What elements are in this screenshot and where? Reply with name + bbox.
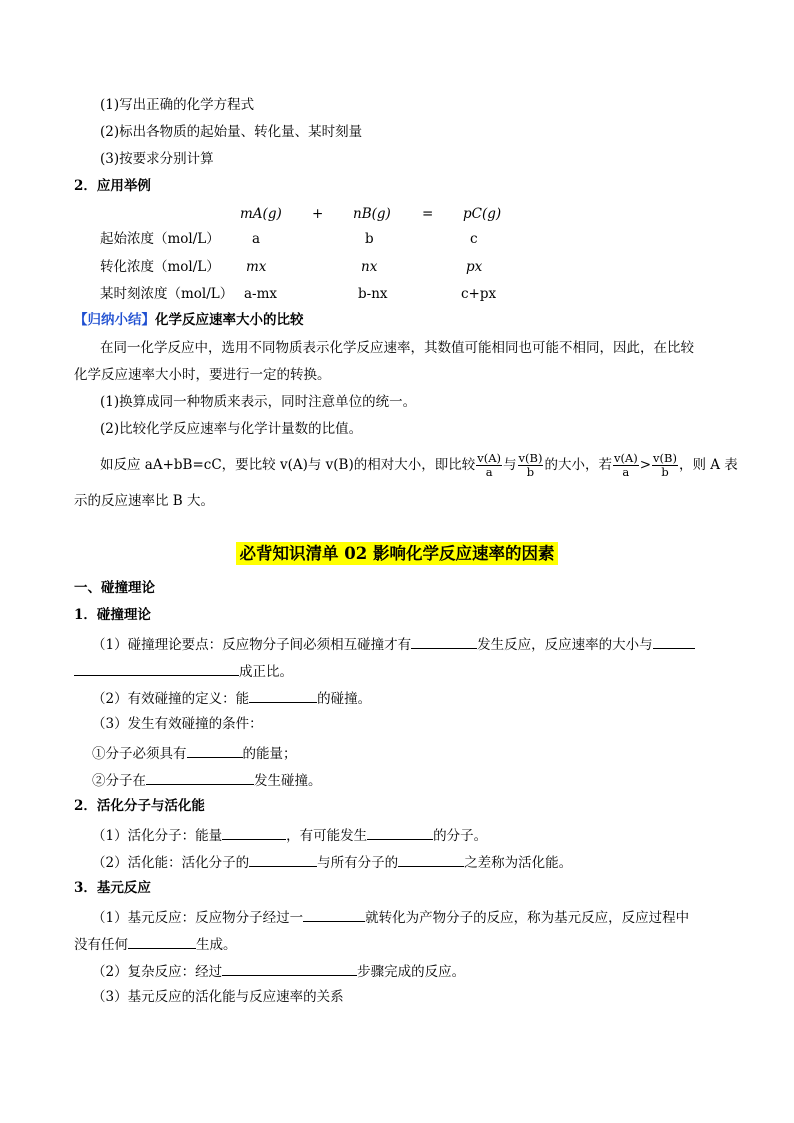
elementary-point-2	[92, 961, 465, 981]
fraction-vb-b	[518, 452, 544, 479]
blank-2b	[74, 661, 239, 676]
collision-point-1-text-b: 发生反应，反应速率的大小与	[477, 637, 653, 653]
row-change-a: mx	[246, 259, 267, 275]
collision-point-1-cont	[74, 661, 293, 681]
row-initial-c: c	[470, 231, 478, 247]
collision-point-1-text-c: 成正比。	[239, 664, 293, 680]
elementary-point-2-text-b: 步骤完成的反应。	[357, 964, 466, 980]
row-initial-a: a	[252, 231, 261, 247]
activation-point-1	[92, 825, 487, 845]
fraction-va-num: v(A)	[477, 451, 502, 465]
blank-10	[303, 907, 365, 922]
activation-point-1-text-b: ，有可能发生	[286, 828, 368, 844]
fraction-vb-num: v(B)	[518, 451, 543, 465]
fraction-va-den: a	[485, 465, 493, 479]
collision-point-2-text-a: （2）有效碰撞的定义：能	[92, 691, 250, 707]
step-2: (2)标出各物质的起始量、转化量、某时刻量	[100, 124, 363, 140]
eq-equals: =	[422, 206, 434, 222]
condition-1	[92, 743, 297, 763]
elementary-point-1-text-d: 生成。	[196, 937, 237, 953]
collision-point-2-text-b: 的碰撞。	[317, 691, 372, 707]
blank-12	[222, 961, 357, 976]
row-label-change: 转化浓度（mol/L）	[100, 259, 220, 275]
fraction-vb-b-2	[652, 452, 678, 479]
summary-example-gt: >	[639, 457, 652, 473]
summary-p1-line2: 化学反应速率大小时，要进行一定的转换。	[74, 367, 331, 383]
row-moment-b: b-nx	[358, 286, 388, 302]
fraction-vb-num-2: v(B)	[653, 451, 677, 465]
activation-point-1-text-c: 的分子。	[433, 828, 488, 844]
summary-example	[100, 447, 738, 483]
fraction-va-a	[476, 452, 502, 479]
step-1: (1)写出正确的化学方程式	[100, 97, 255, 113]
summary-heading	[74, 311, 304, 329]
condition-1-text-b: 的能量；	[242, 746, 297, 762]
elementary-point-1-text-b: 就转化为产物分子的反应，称为基元反应，反应过程中	[365, 910, 690, 926]
summary-example-pre: 如反应 aA+bB=cC，要比较 v(A)与 v(B)的相对大小，即比较	[100, 457, 476, 473]
blank-8	[249, 852, 317, 867]
collision-point-1-text-a: （1）碰撞理论要点：反应物分子间必须相互碰撞才有	[92, 637, 412, 653]
summary-p1-line1: 在同一化学反应中，选用不同物质表示化学反应速率，其数值可能相同也可能不相同，因此，在比较	[100, 340, 694, 356]
row-label-initial: 起始浓度（mol/L）	[100, 231, 220, 247]
collision-point-3: （3）发生有效碰撞的条件：	[92, 716, 263, 732]
summary-item-2: (2)比较化学反应速率与化学计量数的比值。	[100, 421, 363, 437]
blank-4	[187, 743, 243, 758]
summary-title: 化学反应速率大小的比较	[155, 312, 304, 328]
blank-6	[222, 825, 286, 840]
heading-collision-theory: 一、碰撞理论	[74, 580, 155, 596]
section-title-wrap	[0, 543, 794, 565]
summary-example-yu: 与	[503, 457, 517, 473]
summary-tag: 【归纳小结】	[74, 312, 155, 328]
blank-7	[367, 825, 433, 840]
eq-pC: pC(g)	[463, 206, 502, 222]
fraction-vb-den: b	[526, 465, 535, 479]
row-initial-b: b	[365, 231, 374, 247]
elementary-point-3: （3）基元反应的活化能与反应速率的关系	[92, 989, 344, 1005]
fraction-va-a-2	[613, 452, 639, 479]
condition-1-text-a: ①分子必须具有	[92, 746, 187, 762]
collision-point-2	[92, 688, 371, 708]
activation-point-1-text-a: （1）活化分子：能量	[92, 828, 223, 844]
activation-point-2	[92, 852, 572, 872]
elementary-point-1	[92, 907, 689, 927]
blank-5	[146, 770, 254, 785]
eq-mA: mA(g)	[240, 206, 282, 222]
heading-elementary-reaction: 3．基元反应	[74, 880, 151, 896]
condition-2	[92, 770, 322, 790]
section-title: 必背知识清单 02 影响化学反应速率的因素	[236, 542, 559, 565]
row-change-b: nx	[361, 259, 378, 275]
heading-activated-molecules: 2．活化分子与活化能	[74, 798, 205, 814]
elementary-point-1-text-c: 没有任何	[74, 937, 128, 953]
subheading-collision-theory: 1．碰撞理论	[74, 607, 151, 623]
blank-2a	[653, 634, 695, 649]
eq-plus: +	[312, 206, 324, 222]
blank-1	[411, 634, 477, 649]
blank-3	[249, 688, 317, 703]
elementary-point-2-text-a: （2）复杂反应：经过	[92, 964, 223, 980]
elementary-point-1-cont	[74, 934, 237, 954]
blank-9	[398, 852, 464, 867]
row-label-moment: 某时刻浓度（mol/L）	[100, 286, 234, 302]
summary-example-post: ，则 A 表	[678, 457, 738, 473]
summary-example-last: 示的反应速率比 B 大。	[74, 493, 215, 509]
fraction-vb-den-2: b	[661, 465, 669, 479]
activation-point-2-text-b: 与所有分子的	[317, 855, 399, 871]
collision-point-1	[92, 634, 695, 654]
condition-2-text-b: 发生碰撞。	[254, 773, 322, 789]
summary-item-1: (1)换算成同一种物质来表示，同时注意单位的统一。	[100, 394, 417, 410]
row-moment-a: a-mx	[244, 286, 278, 302]
fraction-va-den-2: a	[622, 465, 630, 479]
row-moment-c: c+px	[461, 286, 497, 302]
summary-example-mid: 的大小，若	[544, 457, 612, 473]
step-3: (3)按要求分别计算	[100, 151, 214, 167]
eq-nB: nB(g)	[353, 206, 391, 222]
blank-11	[128, 934, 196, 949]
fraction-va-num-2: v(A)	[613, 451, 638, 465]
activation-point-2-text-a: （2）活化能：活化分子的	[92, 855, 250, 871]
example-heading: 2．应用举例	[74, 178, 151, 194]
row-change-c: px	[466, 259, 483, 275]
activation-point-2-text-c: 之差称为活化能。	[464, 855, 573, 871]
elementary-point-1-text-a: （1）基元反应：反应物分子经过一	[92, 910, 304, 926]
condition-2-text-a: ②分子在	[92, 773, 146, 789]
